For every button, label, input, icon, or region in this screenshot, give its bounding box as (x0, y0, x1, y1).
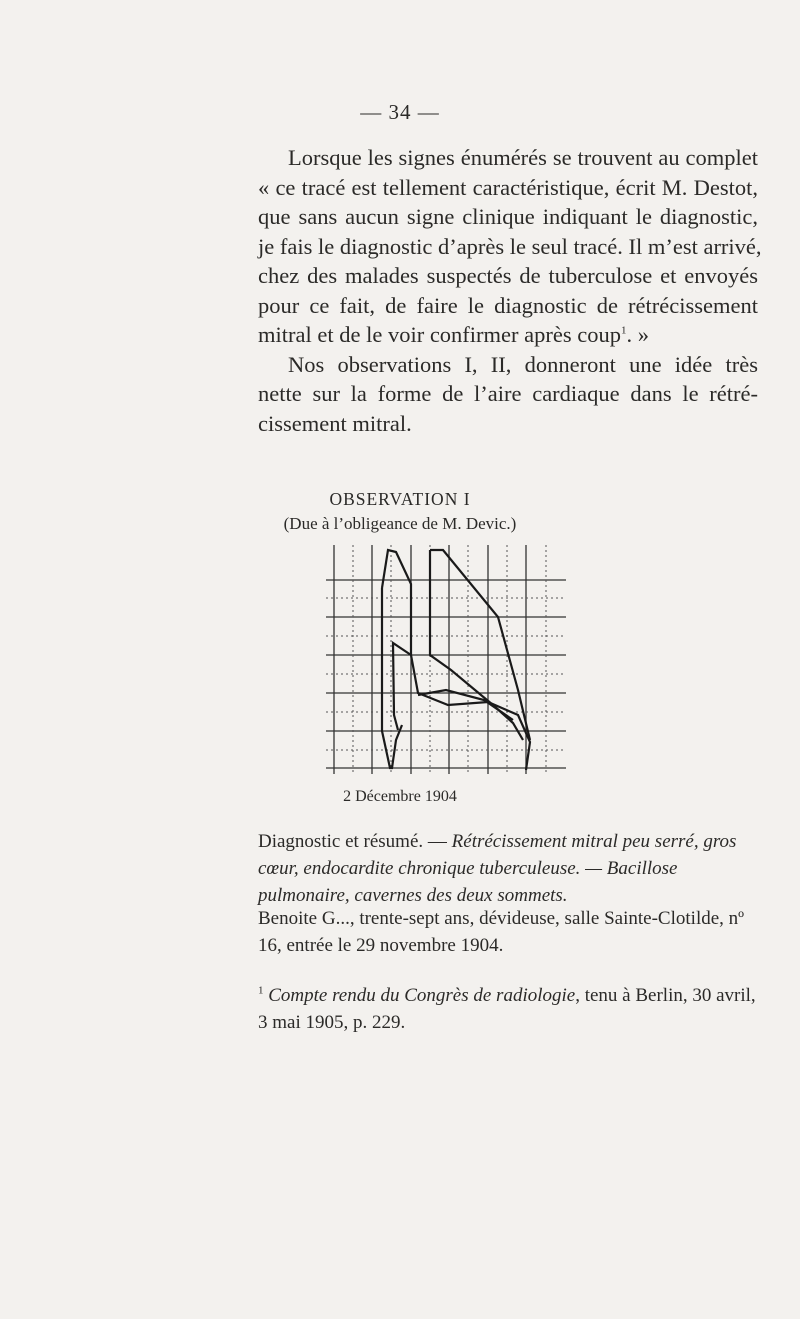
body-line-text: mitral et de le voir confirmer après coup (258, 322, 621, 347)
body-line: chez des malades suspectés de tuberculose et envoyés (258, 263, 758, 288)
observation-credit: (Due à l’obligeance de M. Devic.) (283, 514, 517, 533)
body-line: Nos observations I, II, donneront une idée très (288, 351, 758, 377)
body-line: cissement mitral. (258, 410, 412, 436)
body-line: nette sur la forme de l’aire cardiaque dans le rétré- (258, 381, 758, 406)
footnote (258, 982, 758, 1036)
body-line: pour ce fait, de faire le diagnostic de rétrécissement (258, 292, 758, 318)
diagnosis-label: Diagnostic et résumé. — (258, 831, 452, 852)
outline-left (382, 550, 530, 770)
radiograph-tracing-figure (318, 540, 568, 780)
patient-paragraph: Benoite G..., trente-sept ans, dévideuse, salle Sainte-Clotilde, nº 16, entrée le 29 novembre 1904. (258, 908, 745, 956)
footnote-marker: 1 (258, 984, 264, 997)
footnote-ref: 1 (620, 324, 627, 337)
footnote-title: Compte rendu du Congrès de radiologie (268, 985, 576, 1006)
page-number: — 34 — (360, 100, 440, 124)
body-line: « ce tracé est tellement caractéristique, écrit M. Destot, (258, 174, 758, 200)
figure-caption: 2 Décembre 1904 (343, 788, 457, 805)
diagnosis-paragraph (258, 828, 758, 909)
observation-title: OBSERVATION I (329, 489, 471, 509)
outline-lower (393, 643, 411, 730)
outline-inner (382, 588, 402, 768)
body-line: Lorsque les signes énumérés se trouvent au complet (288, 145, 758, 170)
outline-base (418, 690, 513, 720)
diagnosis-text: Rétrécissement mitral peu serré, gros cœur, endocardite chronique tuberculeuse. — Bacillose pulmonaire, cavernes des deux sommets. (258, 831, 737, 906)
quote-close: . » (626, 322, 649, 347)
heart-outline (382, 550, 530, 770)
body-text (258, 143, 762, 438)
body-line: je fais le diagnostic d’après le seul tracé. Il m’est arrivé, (258, 233, 762, 259)
outline-right (430, 550, 530, 740)
footnote-rest: , tenu à Berlin, 30 avril, 3 mai 1905, p. 229. (258, 985, 756, 1033)
body-line (258, 320, 758, 350)
body-line: que sans aucun signe clinique indiquant le diagnostic, (258, 204, 758, 229)
